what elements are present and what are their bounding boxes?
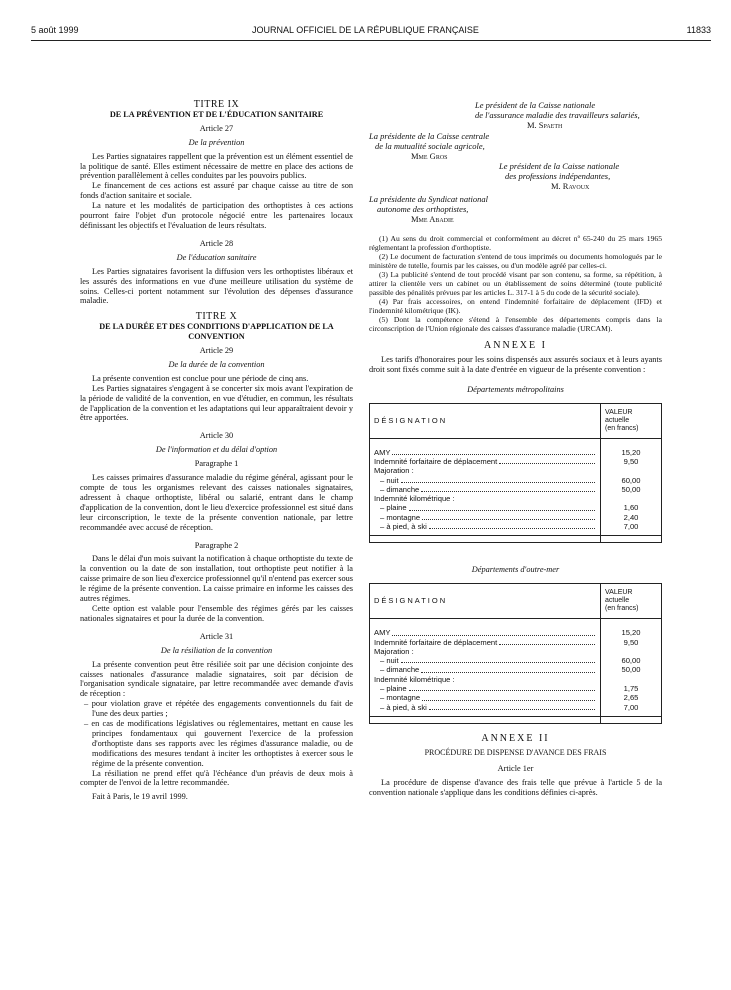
row-value: 7,00 <box>623 702 639 712</box>
table-row <box>374 522 596 531</box>
footnote: (1) Au sens du droit commercial et conformément au décret nº 65-240 du 25 mars 1965 réglementant la profession d'orthoptiste. <box>369 234 662 252</box>
tarif-table-outre-mer <box>369 583 662 724</box>
signatory-canam <box>369 161 662 191</box>
annexe-2-subtitle: PROCÉDURE DE DISPENSE D'AVANCE DES FRAIS <box>424 747 607 757</box>
article-28-subtitle: De l'éducation sanitaire <box>176 252 257 262</box>
paragraphe-2-text: Dans le délai d'un mois suivant la notification à chaque orthoptiste du texte de la convention ou la date de son installation, tout orthoptiste peut notifier à la caisse primaire de son lieu d'exercice professionnel qu'il n'entend pas exercer sous le régime de la présente convention. La caisse primaire en informe les caisses des autres régimes. <box>80 554 353 604</box>
row-label: Majoration : <box>374 646 414 656</box>
row-value: 9,50 <box>623 637 639 647</box>
table-row <box>374 457 596 466</box>
row-label: – montagne <box>380 693 421 703</box>
article-31-paragraph: La présente convention peut être résiliée soit par une décision conjointe des caisses nationales d'assurance maladie signataires, soit par décision de l'organisation syndicale signataire, par lettre recommandée avec demande d'avis de réception : <box>80 659 353 699</box>
row-label: – à pied, à ski <box>380 522 427 531</box>
row-value: 15,20 <box>621 628 641 638</box>
row-label: – dimanche <box>380 665 420 675</box>
annexe-2-title: ANNEXE II <box>481 732 550 744</box>
column-header-line: VALEUR <box>605 589 633 597</box>
table-row <box>374 703 596 712</box>
table-row <box>374 665 596 674</box>
page-header <box>0 0 731 40</box>
row-label: Majoration : <box>374 466 414 476</box>
column-header-line: (en francs) <box>605 605 639 613</box>
article-31-subtitle: De la résiliation de la convention <box>160 645 273 655</box>
table-row <box>374 675 596 684</box>
article-28-paragraph: Les Parties signataires favorisent la diffusion vers les orthoptistes libéraux et les assurés des informations en vue d'une meilleure utilisation du système de soins. Celles-ci portent notamment sur l'évolution des dépenses d'assurance maladie. <box>80 266 353 306</box>
article-30-heading: Article 30 <box>199 431 234 441</box>
column-header-line: actuelle <box>605 416 630 424</box>
footnote: (3) La publicité s'entend de tout procédé visant par son contenu, sa forme, sa répétition, à attirer la clientèle vers un cabinet ou un établissement de soins déterminé (toute publicité passible des pénalités prévues par les articles L. 317-1 à 5 du code de la sécurité sociale). <box>369 270 662 297</box>
paragraphe-1-text: Les caisses primaires d'assurance maladie du régime général, agissant pour le compte de tous les organismes relevant des caisses nationales signataires, adressent à chaque orthoptiste, libéral ou salarié, entrant dans le champ d'application de la convention, dont le lieu d'exercice professionnel est situé dans leur circonscription, le texte de la présente convention nationale, par lettre recommandée avec accusé de réception. <box>80 473 353 532</box>
signatory-title: de l'assurance maladie des travailleurs salariés, <box>475 110 640 120</box>
titre-ix-subtitle: DE LA PRÉVENTION ET DE L'ÉDUCATION SANITAIRE <box>109 109 324 119</box>
designation-cell <box>370 619 601 717</box>
article-31-heading: Article 31 <box>199 631 234 641</box>
row-label: Indemnité kilométrique : <box>374 494 455 504</box>
table-row <box>374 638 596 647</box>
row-value: 50,00 <box>621 665 641 675</box>
table-row <box>374 448 596 457</box>
signatory-name: M. Ravoux <box>551 181 590 191</box>
footnotes <box>369 234 662 333</box>
article-27-paragraph: La nature et les modalités de participation des orthoptistes à ces actions pourront faire l'objet d'un protocole négocié entre les partenaires locaux définissant les objectifs et l'évaluation de leurs résultats. <box>80 201 353 230</box>
signatory-syndicat <box>369 194 662 224</box>
column-header-valeur <box>601 584 662 619</box>
annexe-2-article-heading: Article 1er <box>497 763 534 773</box>
row-label: Indemnité forfaitaire de déplacement <box>374 637 498 647</box>
row-value: 50,00 <box>621 484 641 494</box>
signing-place-date: Fait à Paris, le 19 avril 1999. <box>92 792 188 802</box>
signature-block <box>369 100 662 224</box>
column-header-line: actuelle <box>605 597 630 605</box>
titre-x: TITRE X <box>195 311 238 323</box>
column-header-line: VALEUR <box>605 408 633 416</box>
article-29-paragraph: La présente convention est conclue pour une période de cinq ans. <box>92 373 309 383</box>
signatory-title: Le président de la Caisse nationale <box>475 100 596 110</box>
row-label: – à pied, à ski <box>380 702 427 712</box>
row-label: – montagne <box>380 512 421 522</box>
article-27-paragraph: Les Parties signataires rappellent que la prévention est un élément essentiel de la politique de santé. Elles estiment nécessaire de mettre en place des actions de prévention parallèlement à celles conduites par les pouvoirs publics. <box>80 151 353 181</box>
row-value: 1,75 <box>623 683 639 693</box>
footnote: (5) Dont la compétence s'étend à l'ensemble des départements compris dans la circonscription de l'Union régionale des caisses d'assurance maladie (URCAM). <box>369 315 662 333</box>
row-value: 1,60 <box>623 503 639 513</box>
row-value: 2,40 <box>623 512 639 522</box>
footnote: (4) Par frais accessoires, on entend l'indemnité forfaitaire de déplacement (IFD) et l'indemnité kilométrique (IK). <box>369 297 662 315</box>
article-31-paragraph: La résiliation ne prend effet qu'à l'échéance d'un préavis de deux mois à compter de l'envoi de la lettre recommandée. <box>80 768 353 788</box>
annexe-1-intro: Les tarifs d'honoraires pour les soins dispensés aux assurés sociaux et à leurs ayants droit sont fixés comme suit à la date d'entrée en vigueur de la présente convention : <box>369 354 662 374</box>
column-header-designation: DÉSIGNATION <box>370 584 601 619</box>
article-27-paragraph: Le financement de ces actions est assuré par chaque caisse au titre de son fonds d'action sanitaire et sociale. <box>80 181 353 201</box>
signatory-cnamts <box>369 100 662 130</box>
page-number: 11833 <box>686 25 711 35</box>
value-cell <box>601 438 662 536</box>
annexe-1-title: ANNEXE I <box>484 340 547 351</box>
column-header-line: (en francs) <box>605 424 639 432</box>
value-cell <box>601 619 662 717</box>
row-label: – dimanche <box>380 484 420 494</box>
table-row <box>374 647 596 656</box>
annexe-2-paragraph: La procédure de dispense d'avance des frais telle que prévue à l'article 5 de la convention nationale s'applique dans les conditions définies ci-après. <box>369 777 662 797</box>
article-29-heading: Article 29 <box>199 346 234 356</box>
signatory-title: La présidente de la Caisse centrale <box>369 131 490 141</box>
footnote: (2) Le document de facturation s'entend de tous imprimés ou documents homologués par le ministère de tutelle, fournis par les caisses, ou d'un modèle agréé par celles-ci. <box>369 252 662 270</box>
signatory-title: La présidente du Syndicat national <box>369 194 488 204</box>
article-27-heading: Article 27 <box>199 123 234 133</box>
row-label: Indemnité kilométrique : <box>374 674 455 684</box>
signatory-title: Le président de la Caisse nationale <box>499 161 620 171</box>
table-2-caption: Départements d'outre-mer <box>471 565 560 575</box>
right-column <box>369 100 662 797</box>
left-column <box>80 100 353 802</box>
article-31-list-item: – pour violation grave et répétée des engagements conventionnels du fait de l'une des deux parties ; <box>84 699 353 719</box>
table-row <box>374 494 596 503</box>
journal-title: JOURNAL OFFICIEL DE LA RÉPUBLIQUE FRANÇAISE <box>252 25 479 35</box>
table-row <box>374 476 596 485</box>
signatory-name: M. Spaeth <box>527 120 563 130</box>
issue-date: 5 août 1999 <box>31 25 79 35</box>
row-label: – plaine <box>380 683 407 693</box>
table-row <box>374 466 596 475</box>
signatory-title: des professions indépendantes, <box>505 171 611 181</box>
table-row <box>374 684 596 693</box>
article-28-heading: Article 28 <box>199 238 234 248</box>
article-29-subtitle: De la durée de la convention <box>168 359 265 369</box>
article-30-subtitle: De l'information et du délai d'option <box>155 445 278 455</box>
row-label: AMY <box>374 628 391 638</box>
paragraphe-2-heading: Paragraphe 2 <box>194 540 239 550</box>
row-label: Indemnité forfaitaire de déplacement <box>374 456 498 466</box>
paragraphe-2-text: Cette option est valable pour l'ensemble des régimes gérés par les caisses nationales signataires et pour la durée de la convention. <box>80 603 353 623</box>
table-row <box>374 513 596 522</box>
article-29-paragraph: Les Parties signataires s'engagent à se concerter six mois avant l'expiration de la période de validité de la convention, en vue d'étudier, en commun, les résultats de l'application de la convention et les adaptations qui leur apparaîtraient devoir y être apportées. <box>80 383 353 423</box>
row-label: – nuit <box>380 475 399 485</box>
titre-ix: TITRE IX <box>193 99 240 110</box>
column-header-valeur <box>601 403 662 438</box>
table-row <box>374 503 596 512</box>
row-value: 9,50 <box>623 456 639 466</box>
signatory-name: Mme Gros <box>411 151 448 161</box>
column-header-designation: DÉSIGNATION <box>370 403 601 438</box>
designation-cell <box>370 438 601 536</box>
header-rule <box>31 40 711 41</box>
article-31-list-item: – en cas de modifications législatives ou réglementaires, mettant en cause les principes fondamentaux qui gouvernent l'exercice de la profession d'orthoptiste dans ses rapports avec les régimes d'assurance maladie, ou de modifications des mesures tendant à inciter les orthoptistes à exercer sous le régime de la présente convention. <box>84 719 353 768</box>
table-row <box>374 485 596 494</box>
signatory-title: autonome des orthoptistes, <box>377 204 469 214</box>
signatory-title: de la mutualité sociale agricole, <box>375 141 485 151</box>
row-value: 7,00 <box>623 522 639 531</box>
signatory-ccmsa <box>369 131 662 161</box>
table-row <box>374 693 596 702</box>
table-row <box>374 628 596 637</box>
row-label: – plaine <box>380 503 407 513</box>
row-label: AMY <box>374 447 391 457</box>
paragraphe-1-heading: Paragraphe 1 <box>194 459 239 469</box>
row-value: 2,65 <box>623 693 639 703</box>
tarif-table-metropole <box>369 403 662 544</box>
row-value: 60,00 <box>621 656 641 666</box>
table-row <box>374 656 596 665</box>
row-value: 15,20 <box>621 447 641 457</box>
titre-x-subtitle: DE LA DURÉE ET DES CONDITIONS D'APPLICATION DE LA CONVENTION <box>99 322 334 342</box>
row-label: – nuit <box>380 656 399 666</box>
row-value: 60,00 <box>621 475 641 485</box>
table-1-caption: Départements métropolitains <box>467 384 564 394</box>
signatory-name: Mme Abadie <box>411 214 454 224</box>
article-27-subtitle: De la prévention <box>188 137 245 147</box>
